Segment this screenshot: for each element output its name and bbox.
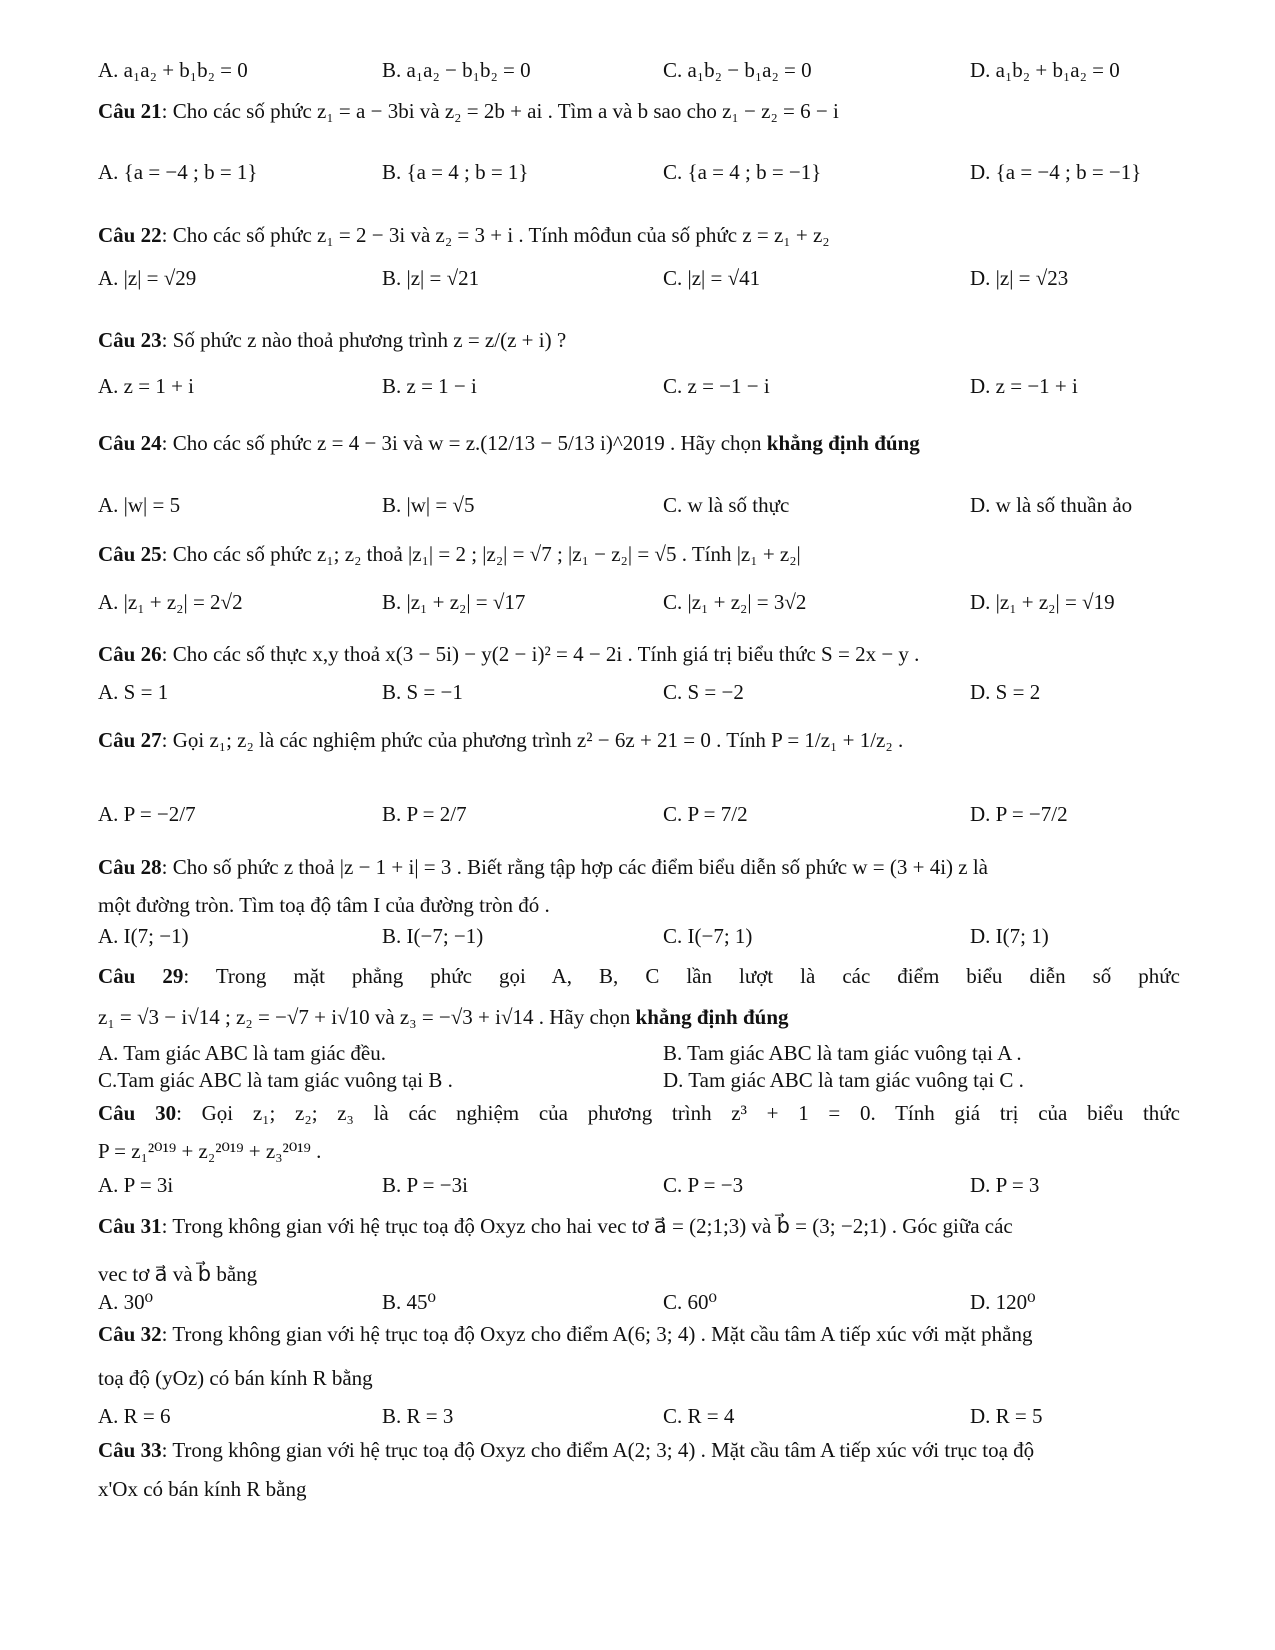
q27-option-c: C. P = 7/2 — [663, 802, 748, 826]
q25-label: Câu 25 — [98, 542, 162, 566]
q26-text: : Cho các số thực x,y thoả x(3 − 5i) − y(2 − i)² = 4 − 2i . Tính giá trị biểu thức S = 2x − y . — [161, 642, 920, 666]
q33-stem-line2: x'Ox có bán kính R bằng — [98, 1477, 307, 1501]
q32-option-d: D. R = 5 — [970, 1404, 1043, 1428]
q24-option-d: D. w là số thuần ảo — [970, 493, 1133, 517]
q25-option-c: C. |z₁ + z₂| = 3√2 — [663, 590, 807, 614]
q20-option-d: D. a₁b₂ + b₁a₂ = 0 — [970, 58, 1120, 82]
q31-stem-line2: vec tơ a⃗ và b⃗ bằng — [98, 1262, 258, 1286]
q27-option-a: A. P = −2/7 — [98, 802, 196, 826]
q32-option-b: B. R = 3 — [382, 1404, 454, 1428]
q24-stem — [98, 431, 920, 455]
q22-option-b: B. |z| = √21 — [382, 266, 480, 290]
q28-option-c: C. I(−7; 1) — [663, 924, 753, 948]
q24-label: Câu 24 — [98, 431, 162, 455]
q30-option-a: A. P = 3i — [98, 1173, 174, 1197]
q33-label: Câu 33 — [98, 1438, 162, 1462]
q23-text: : Số phức z nào thoả phương trình z = z/(z + i) ? — [161, 328, 567, 352]
q23-option-a: A. z = 1 + i — [98, 374, 195, 398]
q24-option-a: A. |w| = 5 — [98, 493, 181, 517]
q29-text: : Trong mặt phẳng phức gọi A, B, C lần lượt là các điểm biểu diễn số phức — [183, 964, 1180, 988]
q28-option-a: A. I(7; −1) — [98, 924, 189, 948]
q21-option-c: C. {a = 4 ; b = −1} — [663, 160, 822, 184]
q29-label: Câu 29 — [98, 964, 184, 988]
q22-text: : Cho các số phức z₁ = 2 − 3i và z₂ = 3 + i . Tính môđun của số phức z = z₁ + z₂ — [161, 223, 830, 247]
q24-option-c: C. w là số thực — [663, 493, 790, 517]
q26-stem — [98, 642, 919, 666]
q23-stem — [98, 328, 566, 352]
q27-text: : Gọi z₁; z₂ là các nghiệm phức của phương trình z² − 6z + 21 = 0 . Tính P = 1/z₁ + 1/z₂ . — [161, 728, 904, 752]
q32-label: Câu 32 — [98, 1322, 162, 1346]
q25-option-b: B. |z₁ + z₂| = √17 — [382, 590, 526, 614]
q30-option-b: B. P = −3i — [382, 1173, 468, 1197]
q29-emphasis: khẳng định đúng — [635, 1005, 789, 1029]
q33-stem — [98, 1438, 1034, 1462]
q27-option-b: B. P = 2/7 — [382, 802, 467, 826]
q26-option-d: D. S = 2 — [970, 680, 1041, 704]
q24-text: : Cho các số phức z = 4 − 3i và w = z.(12/13 − 5/13 i)^2019 . Hãy chọn — [161, 431, 767, 455]
q22-stem — [98, 223, 830, 247]
q23-label: Câu 23 — [98, 328, 162, 352]
q29-stem — [98, 964, 1180, 988]
q30-stem — [98, 1101, 1180, 1125]
q23-option-d: D. z = −1 + i — [970, 374, 1078, 398]
q27-option-d: D. P = −7/2 — [970, 802, 1068, 826]
q29-option-b: B. Tam giác ABC là tam giác vuông tại A . — [663, 1041, 1022, 1065]
q31-option-c: C. 60⁰ — [663, 1290, 717, 1314]
q30-option-d: D. P = 3 — [970, 1173, 1040, 1197]
q22-label: Câu 22 — [98, 223, 162, 247]
q22-option-c: C. |z| = √41 — [663, 266, 761, 290]
q27-label: Câu 27 — [98, 728, 162, 752]
q23-option-c: C. z = −1 − i — [663, 374, 770, 398]
q28-label: Câu 28 — [98, 855, 162, 879]
q29-option-c: C.Tam giác ABC là tam giác vuông tại B . — [98, 1068, 453, 1092]
q26-option-c: C. S = −2 — [663, 680, 744, 704]
q21-option-d: D. {a = −4 ; b = −1} — [970, 160, 1142, 184]
q29-text-2: z₁ = √3 − i√14 ; z₂ = −√7 + i√10 và z₃ = −√3 + i√14 . Hãy chọn — [98, 1005, 636, 1029]
q32-option-c: C. R = 4 — [663, 1404, 735, 1428]
q21-option-b: B. {a = 4 ; b = 1} — [382, 160, 529, 184]
q31-stem — [98, 1214, 1013, 1238]
q25-option-a: A. |z₁ + z₂| = 2√2 — [98, 590, 243, 614]
q31-option-a: A. 30⁰ — [98, 1290, 154, 1314]
q31-label: Câu 31 — [98, 1214, 162, 1238]
q24-emphasis: khẳng định đúng — [766, 431, 920, 455]
q20-option-c: C. a₁b₂ − b₁a₂ = 0 — [663, 58, 812, 82]
q23-option-b: B. z = 1 − i — [382, 374, 477, 398]
q25-text: : Cho các số phức z₁; z₂ thoả |z₁| = 2 ; |z₂| = √7 ; |z₁ − z₂| = √5 . Tính |z₁ + z₂| — [161, 542, 801, 566]
q31-option-b: B. 45⁰ — [382, 1290, 436, 1314]
q30-option-c: C. P = −3 — [663, 1173, 744, 1197]
q32-stem-line2: toạ độ (yOz) có bán kính R bằng — [98, 1366, 373, 1390]
q20-option-a: A. a₁a₂ + b₁b₂ = 0 — [98, 58, 248, 82]
q31-option-d: D. 120⁰ — [970, 1290, 1036, 1314]
q30-text: : Gọi z₁; z₂; z₃ là các nghiệm của phương trình z³ + 1 = 0. Tính giá trị của biểu thức — [176, 1101, 1180, 1125]
q30-stem-line2: P = z₁²⁰¹⁹ + z₂²⁰¹⁹ + z₃²⁰¹⁹ . — [98, 1139, 322, 1163]
q21-option-a: A. {a = −4 ; b = 1} — [98, 160, 258, 184]
q26-option-b: B. S = −1 — [382, 680, 463, 704]
q28-stem — [98, 855, 988, 879]
q26-label: Câu 26 — [98, 642, 162, 666]
q21-text: : Cho các số phức z₁ = a − 3bi và z₂ = 2b + ai . Tìm a và b sao cho z₁ − z₂ = 6 − i — [161, 99, 839, 123]
q29-stem-line2 — [98, 1005, 789, 1029]
q33-text: : Trong không gian với hệ trục toạ độ Oxyz cho điểm A(2; 3; 4) . Mặt cầu tâm A tiếp xúc với trục toạ độ — [161, 1438, 1035, 1462]
q32-option-a: A. R = 6 — [98, 1404, 171, 1428]
q32-stem — [98, 1322, 1032, 1346]
q28-text: : Cho số phức z thoả |z − 1 + i| = 3 . Biết rằng tập hợp các điểm biểu diễn số phức w = (3 + 4i) z là — [161, 855, 989, 879]
q29-option-d: D. Tam giác ABC là tam giác vuông tại C . — [663, 1068, 1024, 1092]
q31-text: : Trong không gian với hệ trục toạ độ Oxyz cho hai vec tơ a⃗ = (2;1;3) và b⃗ = (3; −2;1) . Góc giữa các — [161, 1214, 1013, 1238]
q21-stem — [98, 99, 839, 123]
q28-option-d: D. I(7; 1) — [970, 924, 1049, 948]
q28-option-b: B. I(−7; −1) — [382, 924, 484, 948]
q27-stem — [98, 728, 903, 752]
q21-label: Câu 21 — [98, 99, 162, 123]
q25-stem — [98, 542, 801, 566]
q20-option-b: B. a₁a₂ − b₁b₂ = 0 — [382, 58, 531, 82]
q30-label: Câu 30 — [98, 1101, 177, 1125]
q22-option-a: A. |z| = √29 — [98, 266, 197, 290]
q24-option-b: B. |w| = √5 — [382, 493, 475, 517]
q32-text: : Trong không gian với hệ trục toạ độ Oxyz cho điểm A(6; 3; 4) . Mặt cầu tâm A tiếp xúc với mặt phẳng — [161, 1322, 1033, 1346]
q29-option-a: A. Tam giác ABC là tam giác đều. — [98, 1041, 386, 1065]
q28-stem-line2: một đường tròn. Tìm toạ độ tâm I của đường tròn đó . — [98, 893, 550, 917]
q22-option-d: D. |z| = √23 — [970, 266, 1069, 290]
q25-option-d: D. |z₁ + z₂| = √19 — [970, 590, 1115, 614]
q26-option-a: A. S = 1 — [98, 680, 169, 704]
